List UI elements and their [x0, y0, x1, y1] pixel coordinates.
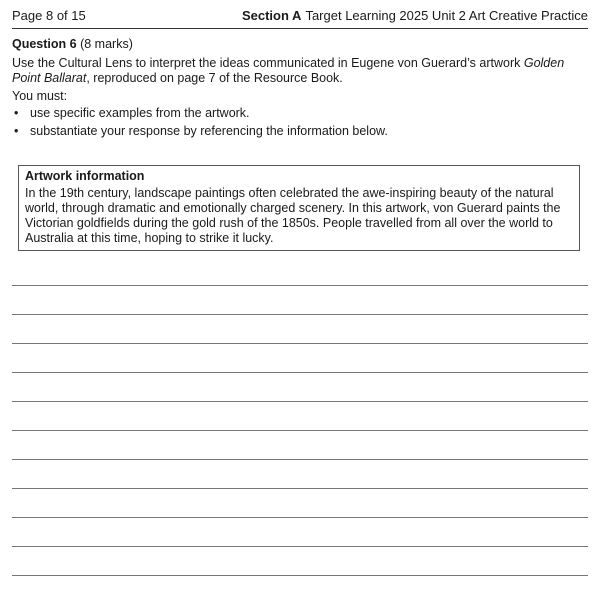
bullet-icon: •: [14, 124, 19, 138]
answer-line[interactable]: [12, 285, 588, 286]
artwork-information-body: In the 19th century, landscape paintings often celebrated the awe-inspiring beauty of the natural world, through dramatic and emotionally charged scenery. In this artwork, von Guerard paints the Victorian goldfields during the gold rush of the 1850s. People travelled from all over the world to Australia at this time, hoping to strike it lucky.: [25, 186, 561, 245]
question-marks: (8 marks): [80, 37, 133, 51]
prompt-text-after: , reproduced on page 7 of the Resource Book.: [86, 71, 343, 85]
requirement-text: substantiate your response by referencing the information below.: [30, 124, 388, 138]
answer-line[interactable]: [12, 430, 588, 431]
exam-page: [12, 0, 588, 600]
answer-line[interactable]: [12, 575, 588, 576]
answer-line[interactable]: [12, 546, 588, 547]
question-number: Question 6: [12, 37, 77, 51]
answer-line[interactable]: [12, 314, 588, 315]
answer-line[interactable]: [12, 488, 588, 489]
answer-lines-area[interactable]: [12, 0, 588, 600]
prompt-text-before: Use the Cultural Lens to interpret the ideas communicated in Eugene von Guerard’s artwork: [12, 56, 524, 70]
requirement-text: use specific examples from the artwork.: [30, 106, 250, 120]
requirements-label: You must:: [12, 89, 68, 103]
answer-line[interactable]: [12, 372, 588, 373]
exam-subtitle: Target Learning 2025 Unit 2 Art Creative Practice: [305, 8, 588, 23]
answer-line[interactable]: [12, 517, 588, 518]
artwork-information-title: Artwork information: [25, 169, 145, 183]
answer-line[interactable]: [12, 459, 588, 460]
artwork-title: Golden Point Ballarat: [12, 56, 565, 85]
page-number: Page 8 of 15: [12, 8, 86, 23]
section-label: Section A: [241, 8, 302, 23]
answer-line[interactable]: [12, 401, 588, 402]
bullet-icon: •: [14, 106, 19, 120]
answer-line[interactable]: [12, 343, 588, 344]
